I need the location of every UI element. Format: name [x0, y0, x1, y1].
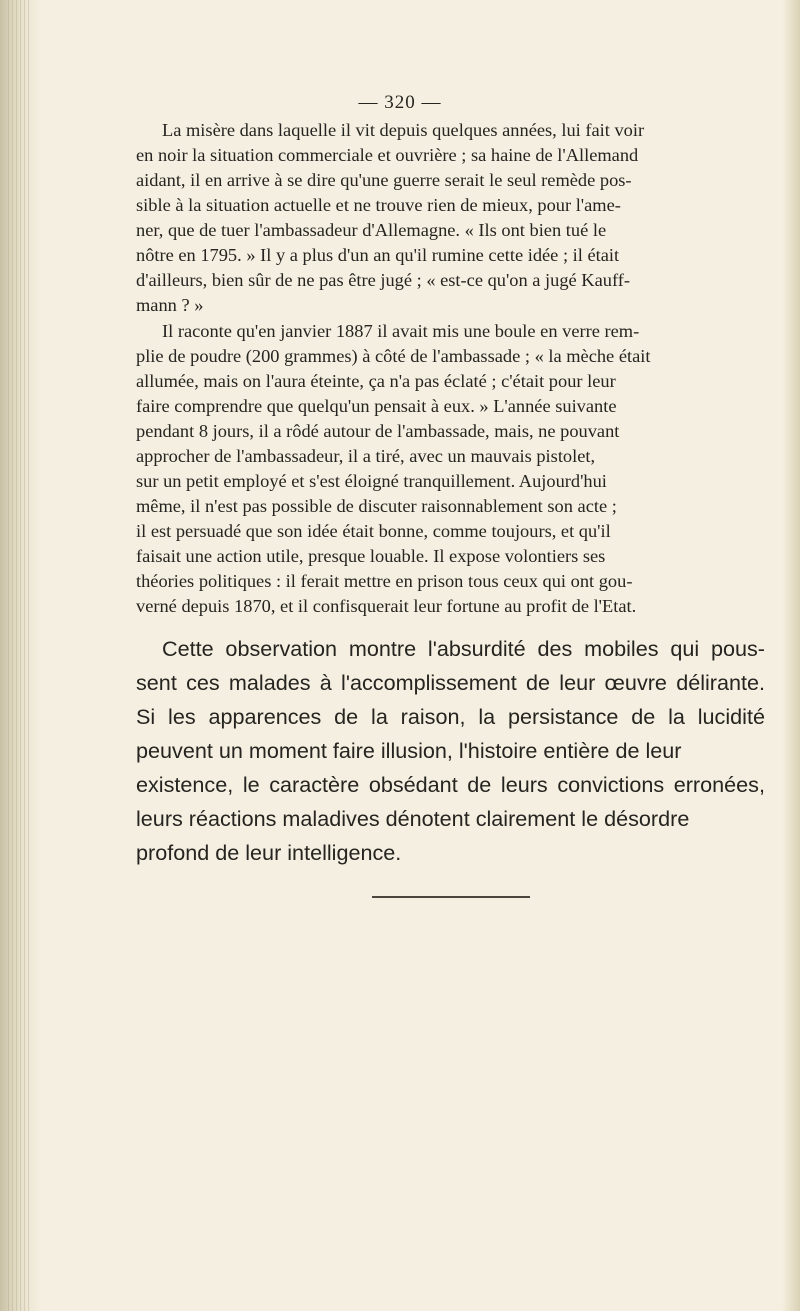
paragraph-line: ner, que de tuer l'ambassadeur d'Allemagne. « Ils ont bien tué le: [136, 220, 607, 240]
paragraph-line: nôtre en 1795. » Il y a plus d'un an qu'il rumine cette idée ; il était: [136, 245, 620, 265]
paragraph-line: sent ces malades à l'accomplissement de leur œuvre délirante.: [136, 670, 766, 695]
separator-rule: [372, 896, 530, 898]
paragraph-line: en noir la situation commerciale et ouvrière ; sa haine de l'Allemand: [136, 145, 639, 165]
paragraph-line: Si les apparences de la raison, la persistance de la lucidité: [136, 704, 765, 729]
paragraph-line: plie de poudre (200 grammes) à côté de l'ambassade ; « la mèche était: [136, 346, 651, 366]
paragraph-line: peuvent un moment faire illusion, l'histoire entière de leur: [136, 738, 682, 763]
paragraph-line: sible à la situation actuelle et ne trouve rien de mieux, pour l'ame-: [136, 195, 621, 215]
paragraph-line: profond de leur intelligence.: [136, 840, 402, 865]
right-page-edge: [782, 0, 800, 1311]
paragraph-line: même, il n'est pas possible de discuter raisonnablement son acte ;: [136, 496, 617, 516]
paragraph-line: mann ? »: [136, 295, 204, 315]
paragraph-line: faire comprendre que quelqu'un pensait à eux. » L'année suivante: [136, 396, 617, 416]
paragraph-line: sur un petit employé et s'est éloigné tranquillement. Aujourd'hui: [136, 471, 607, 491]
paragraph-line: faisait une action utile, presque louable. Il expose volontiers ses: [136, 546, 606, 566]
paragraph-line: verné depuis 1870, et il confisquerait leur fortune au profit de l'Etat.: [136, 596, 637, 616]
paragraph-line: existence, le caractère obsédant de leurs convictions erronées,: [136, 772, 765, 797]
paragraph-line: approcher de l'ambassadeur, il a tiré, avec un mauvais pistolet,: [136, 446, 596, 466]
paragraph-line: La misère dans laquelle il vit depuis quelques années, lui fait voir: [162, 120, 645, 140]
paragraph-line: Il raconte qu'en janvier 1887 il avait mis une boule en verre rem-: [162, 321, 640, 341]
page-number: — 320 —: [358, 92, 442, 113]
paragraph-line: théories politiques : il ferait mettre en prison tous ceux qui ont gou-: [136, 571, 633, 591]
paragraph-line: leurs réactions maladives dénotent clairement le désordre: [136, 806, 690, 831]
paragraph-line: Cette observation montre l'absurdité des mobiles qui pous-: [162, 636, 765, 661]
paragraph-line: pendant 8 jours, il a rôdé autour de l'ambassade, mais, ne pouvant: [136, 421, 620, 441]
paragraph-line: allumée, mais on l'aura éteinte, ça n'a pas éclaté ; c'était pour leur: [136, 371, 616, 391]
paragraph-line: aidant, il en arrive à se dire qu'une guerre serait le seul remède pos-: [136, 170, 632, 190]
binding-edge-lines: [8, 0, 30, 1311]
paragraph-line: il est persuadé que son idée était bonne, comme toujours, et qu'il: [136, 521, 611, 541]
paragraph-line: d'ailleurs, bien sûr de ne pas être jugé ; « est-ce qu'on a jugé Kauff-: [136, 270, 630, 290]
